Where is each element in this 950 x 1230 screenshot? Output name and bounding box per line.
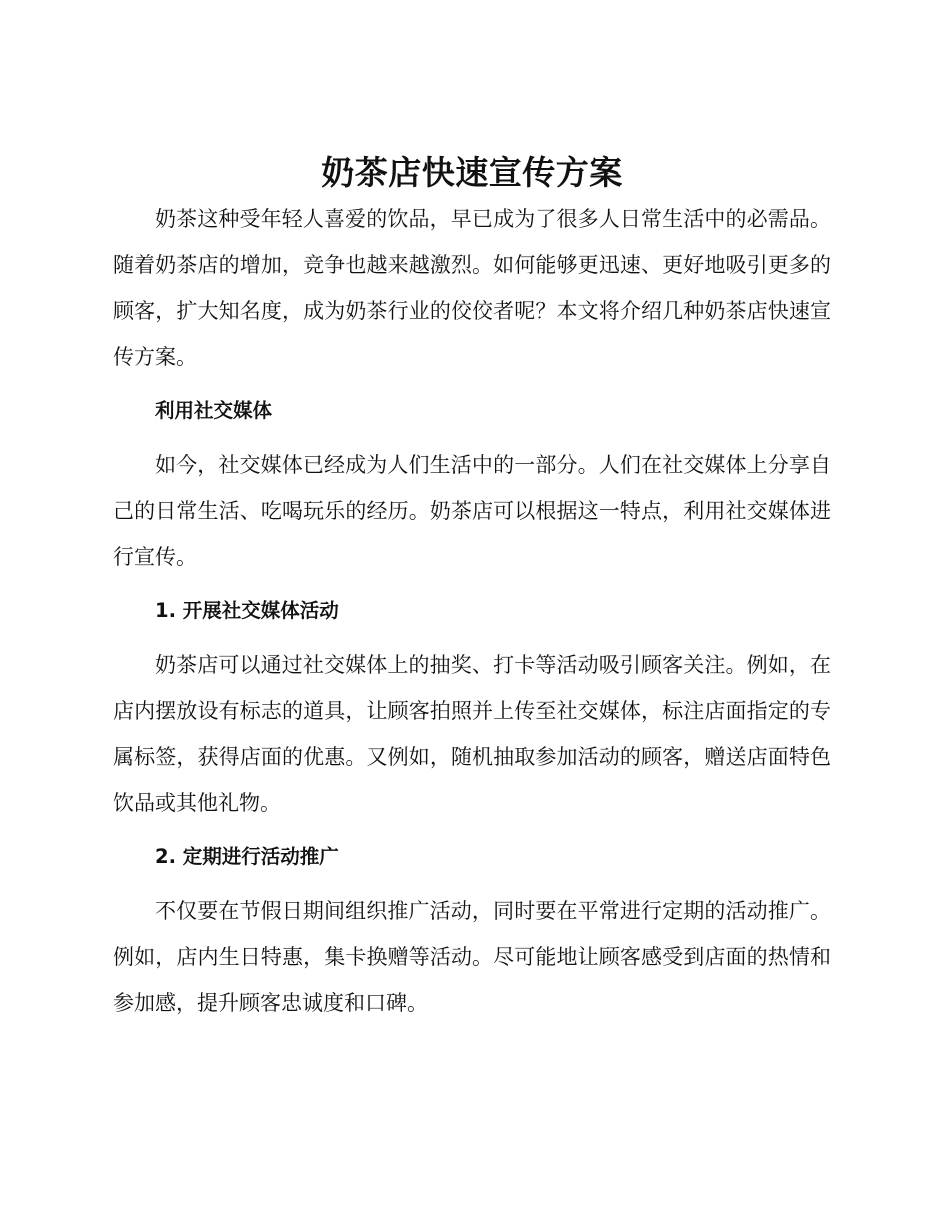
spacer bbox=[113, 434, 831, 442]
subsection-paragraph-activities: 奶茶店可以通过社交媒体上的抽奖、打卡等活动吸引顾客关注。例如，在店内摆放设有标志的道具，让顾客拍照并上传至社交媒体，标注店面指定的专属标签，获得店面的优惠。又例如，随机抽取参加活动的顾客，赠送店面特色饮品或其他礼物。 bbox=[113, 653, 831, 815]
spacer bbox=[113, 826, 831, 834]
intro-paragraph: 奶茶这种受年轻人喜爱的饮品，早已成为了很多人日常生活中的必需品。随着奶茶店的增加，竞争也越来越激烈。如何能够更迅速、更好地吸引更多的顾客，扩大知名度，成为奶茶行业的佼佼者呢？本文将介绍几种奶茶店快速宣传方案。 bbox=[113, 207, 831, 369]
document-page bbox=[113, 150, 831, 1026]
spacer bbox=[113, 380, 831, 388]
subsection-heading-activities: 1. 开展社交媒体活动 bbox=[155, 599, 339, 622]
section-paragraph-social-media: 如今，社交媒体已经成为人们生活中的一部分。人们在社交媒体上分享自己的日常生活、吃喝玩乐的经历。奶茶店可以根据这一特点，利用社交媒体进行宣传。 bbox=[113, 453, 831, 569]
spacer bbox=[113, 634, 831, 642]
section-heading-social-media: 利用社交媒体 bbox=[155, 399, 273, 422]
document-title: 奶茶店快速宣传方案 bbox=[321, 153, 623, 192]
subsection-paragraph-promotion: 不仅要在节假日期间组织推广活动，同时要在平常进行定期的活动推广。例如，店内生日特惠，集卡换赠等活动。尽可能地让顾客感受到店面的热情和参加感，提升顾客忠诚度和口碑。 bbox=[113, 899, 831, 1015]
subsection-heading-promotion: 2. 定期进行活动推广 bbox=[155, 845, 339, 868]
spacer bbox=[113, 880, 831, 888]
spacer bbox=[113, 580, 831, 588]
